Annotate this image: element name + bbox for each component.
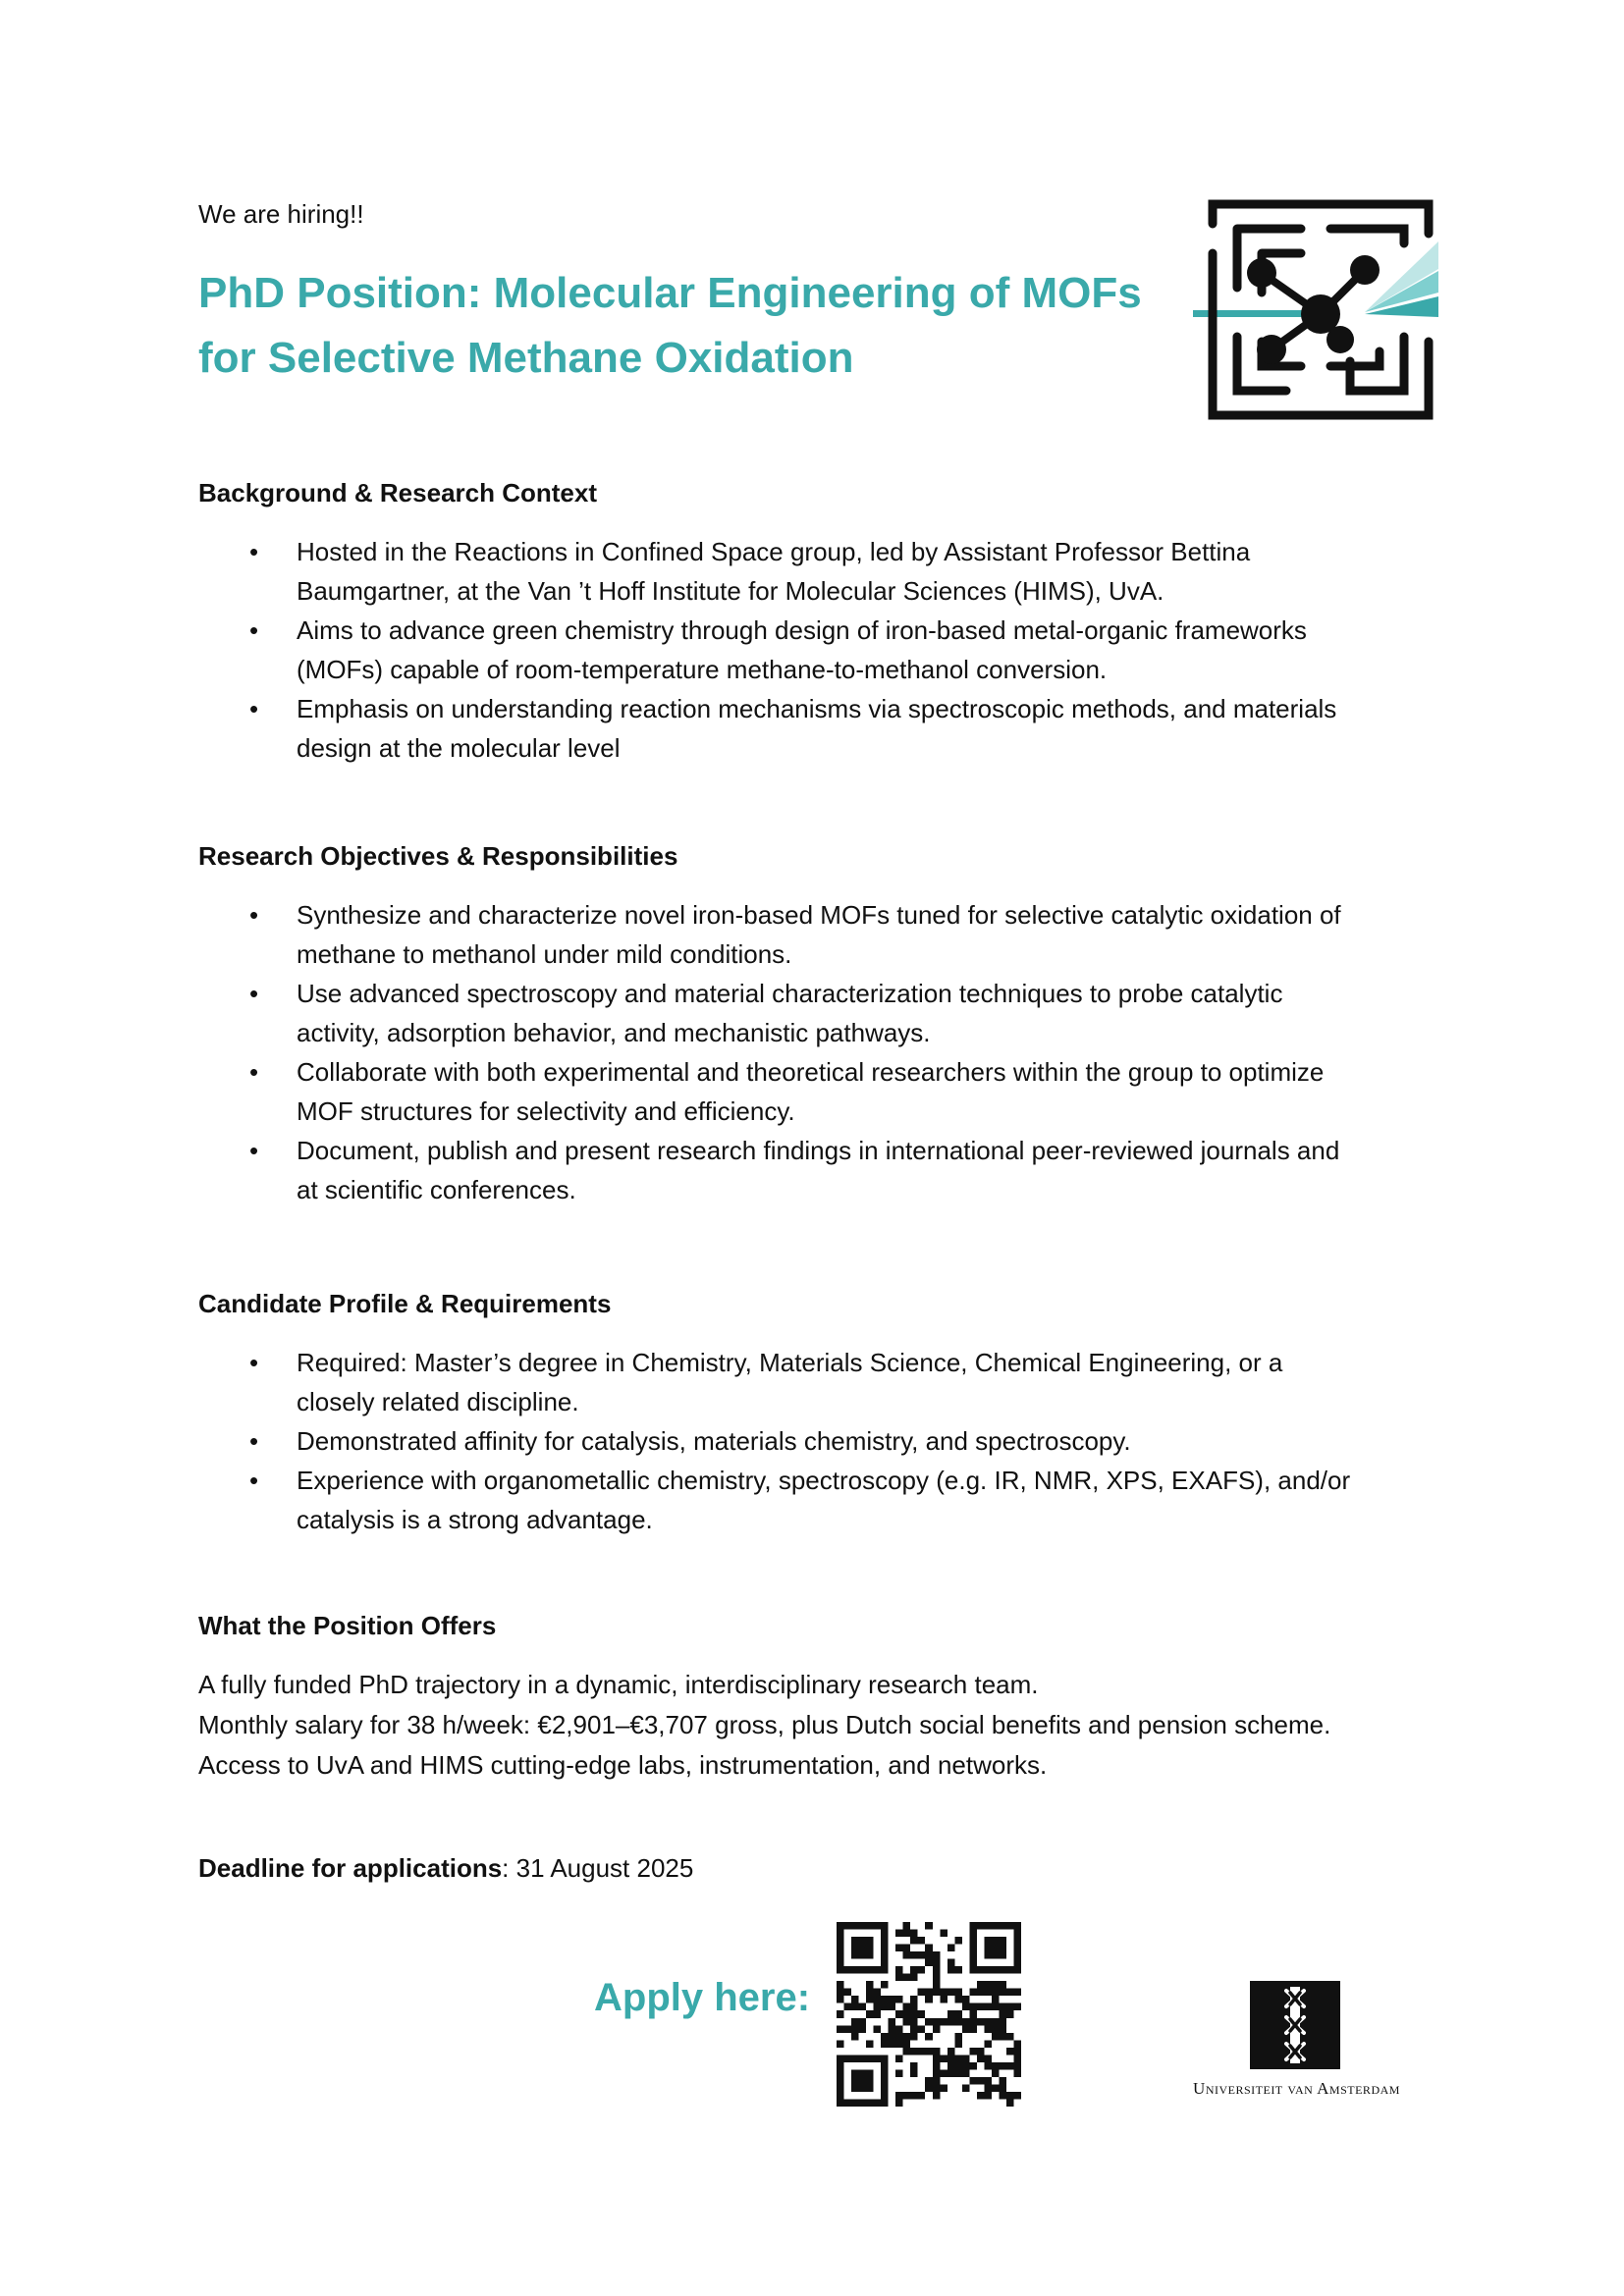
list-item: • Required: Master’s degree in Chemistry, Materials Science, Chemical Engineering, or a closely related discipline. <box>198 1343 1455 1421</box>
section-profile <box>198 1286 1455 1539</box>
bullet-icon: • <box>249 615 259 645</box>
apply-label: Apply here: <box>594 1976 811 2019</box>
bullet-icon: • <box>249 1466 259 1495</box>
list-item: • Document, publish and present research findings in international peer-reviewed journals and at scientific conferences. <box>198 1131 1455 1209</box>
bullet-icon: • <box>249 1348 259 1377</box>
deadline <box>198 1853 693 1884</box>
title-line-2: for Selective Methane Oxidation <box>198 334 854 382</box>
offer-line: Access to UvA and HIMS cutting-edge labs, instrumentation, and networks. <box>198 1750 1048 1780</box>
section-objectives <box>198 838 1455 1209</box>
bullet-icon: • <box>249 979 259 1008</box>
bullet-icon: • <box>249 1136 259 1165</box>
background-list <box>198 532 1455 768</box>
section-background <box>198 475 1455 768</box>
section-heading-objectives: Research Objectives & Responsibilities <box>198 841 678 871</box>
list-item: • Emphasis on understanding reaction mechanisms via spectroscopic methods, and materials design at the molecular level <box>198 689 1455 768</box>
deadline-value: : 31 August 2025 <box>502 1853 694 1883</box>
list-item: • Synthesize and characterize novel iron-based MOFs tuned for selective catalytic oxidation of methane to methanol under mild conditions. <box>198 895 1455 974</box>
section-heading-offers: What the Position Offers <box>198 1611 497 1640</box>
hiring-kicker: We are hiring!! <box>198 199 364 229</box>
offer-line: A fully funded PhD trajectory in a dynamic, interdisciplinary research team. <box>198 1670 1039 1699</box>
bullet-icon: • <box>249 537 259 566</box>
uva-crest-icon <box>1250 1981 1340 2069</box>
list-item: • Aims to advance green chemistry through design of iron-based metal-organic frameworks (MOFs) capable of room-temperature methane-to-methanol conversion. <box>198 611 1455 689</box>
list-item: • Demonstrated affinity for catalysis, materials chemistry, and spectroscopy. <box>198 1421 1455 1461</box>
profile-list <box>198 1343 1455 1539</box>
deadline-label: Deadline for applications <box>198 1853 503 1883</box>
section-heading-profile: Candidate Profile & Requirements <box>198 1289 612 1318</box>
list-item: • Use advanced spectroscopy and material characterization techniques to probe catalytic activity, adsorption behavior, and mechanistic pathways. <box>198 974 1455 1052</box>
qr-code-icon[interactable] <box>837 1922 1021 2107</box>
list-item: • Collaborate with both experimental and theoretical researchers within the group to optimize MOF structures for selectivity and efficiency. <box>198 1052 1455 1131</box>
page-title <box>198 261 1180 391</box>
bullet-icon: • <box>249 694 259 723</box>
section-offers <box>198 1608 1455 1786</box>
bullet-icon: • <box>249 1426 259 1456</box>
objectives-list <box>198 895 1455 1209</box>
maze-molecule-logo-icon <box>1193 194 1438 425</box>
bullet-icon: • <box>249 900 259 930</box>
offer-line: Monthly salary for 38 h/week: €2,901–€3,707 gross, plus Dutch social benefits and pension scheme. <box>198 1710 1331 1739</box>
bullet-icon: • <box>249 1057 259 1087</box>
list-item: • Experience with organometallic chemistry, spectroscopy (e.g. IR, NMR, XPS, EXAFS), and/or catalysis is a strong advantage. <box>198 1461 1455 1539</box>
title-line-1: PhD Position: Molecular Engineering of MOFs <box>198 269 1142 317</box>
section-heading-background: Background & Research Context <box>198 478 597 507</box>
university-name: Universiteit van Amsterdam <box>1193 2079 1400 2098</box>
list-item: • Hosted in the Reactions in Confined Space group, led by Assistant Professor Bettina Baumgartner, at the Van ’t Hoff Institute for Molecular Sciences (HIMS), UvA. <box>198 532 1455 611</box>
